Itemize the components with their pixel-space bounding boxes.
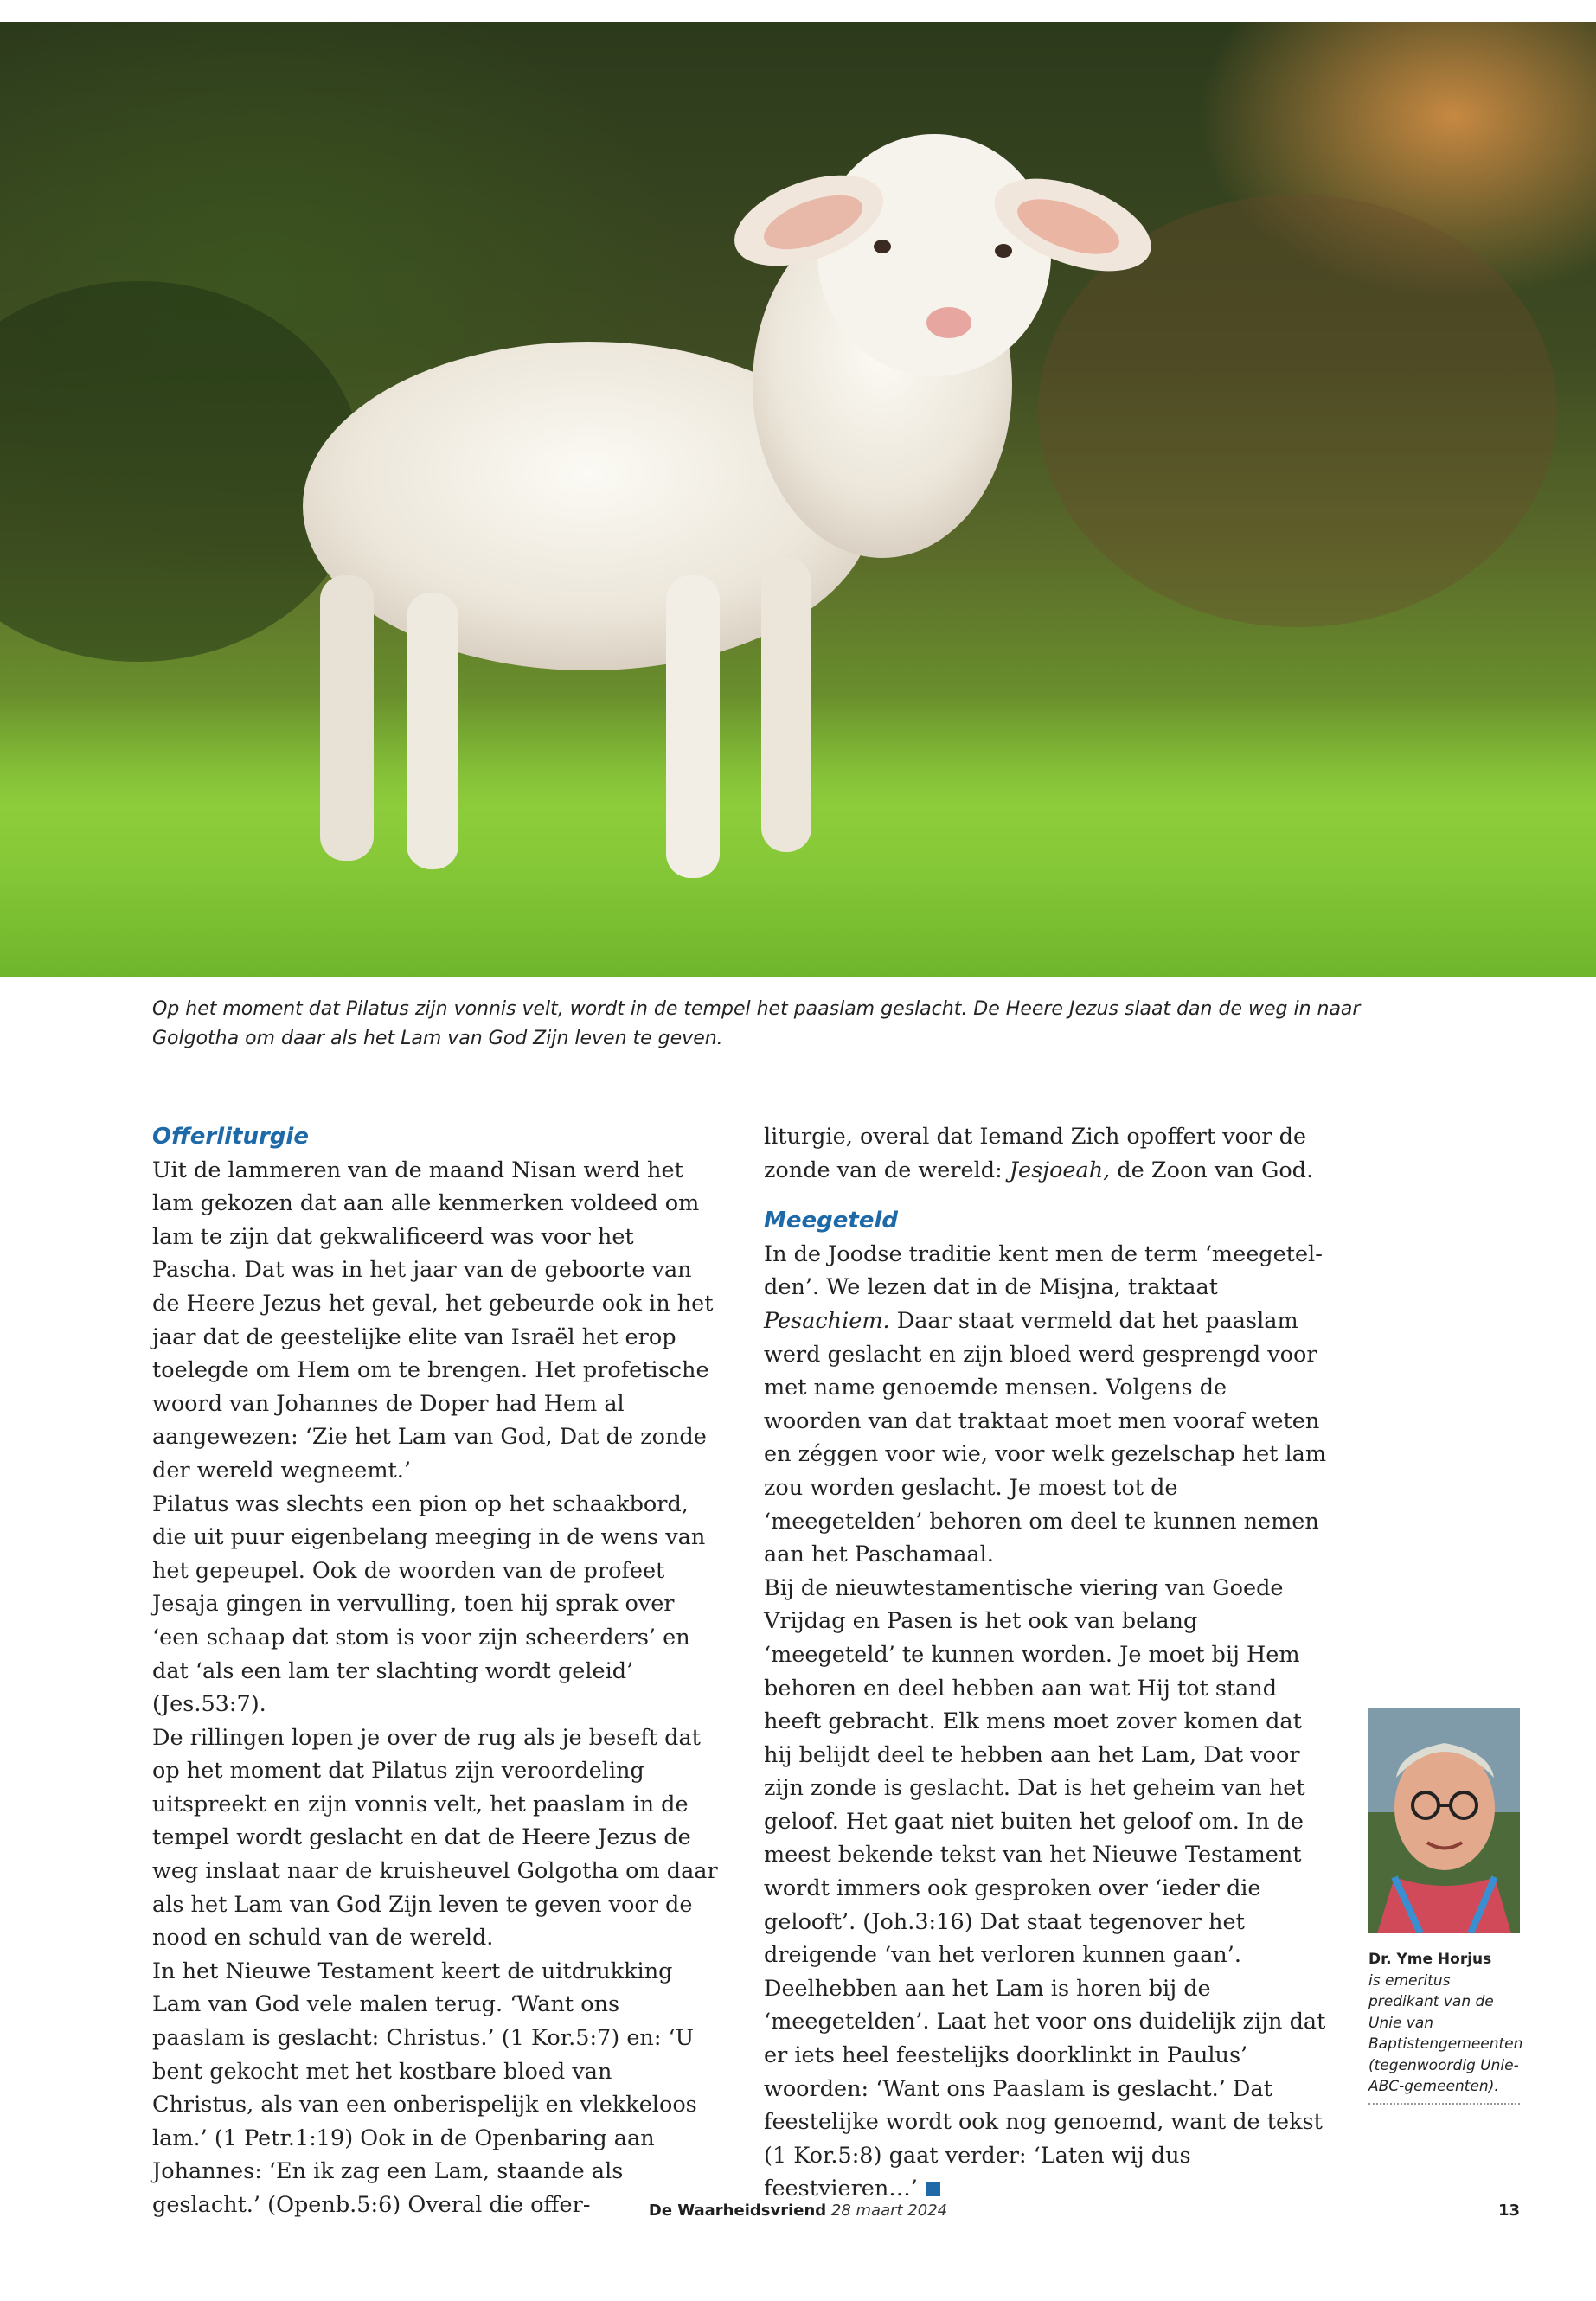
divider bbox=[1368, 2103, 1520, 2105]
paragraph: De rillingen lopen je over de rug als je beseft dat op het moment dat Pilatus zijn veroordeling uitspreekt en zijn vonnis velt, het paaslam in de tempel wordt geslacht en dat de Heere Jezus de weg inslaat naar de kruisheuvel Golgotha om daar als het Lam van God Zijn leven te geven voor de nood en schuld van de wereld. bbox=[152, 1724, 718, 1952]
section-heading-meegeteld: Meegeteld bbox=[764, 1208, 898, 1234]
author-portrait bbox=[1368, 1708, 1520, 1933]
author-name: Dr. Yme Horjus bbox=[1368, 1951, 1492, 1968]
author-bio: is emeritus predikant van de Unie van Baptistengemeenten (tegenwoordig Unie-ABC-gemeenten). bbox=[1368, 1971, 1523, 2095]
author-box bbox=[1368, 1949, 1523, 2105]
paragraph bbox=[764, 1238, 1330, 1572]
paragraph: Pilatus was slechts een pion op het schaakbord, die uit puur eigenbelang meeging in de wens van het gepeupel. Ook de woorden van de profeet Jesaja gingen in vervulling, toen hij sprak over ‘een schaap dat stom is voor zijn scheerders’ en dat ‘als een lam ter slachting wordt geleid’ (Jes.53:7). bbox=[152, 1490, 706, 1718]
right-column bbox=[764, 1120, 1330, 2206]
italic-term: Pesachiem. bbox=[764, 1307, 890, 1334]
page-number: 13 bbox=[1497, 2202, 1520, 2220]
text-run: liturgie, overal dat Iemand Zich opoffert voor de zonde van de wereld: bbox=[764, 1124, 1307, 1183]
hero-photo bbox=[0, 22, 1596, 977]
left-column bbox=[152, 1120, 719, 2222]
italic-term: Jesjoeah, bbox=[1009, 1157, 1111, 1183]
text-run: In de Joodse traditie kent men de term ‘meegetelden’. We lezen dat in de Misjna, traktaat bbox=[764, 1240, 1323, 1301]
photo-caption: Op het moment dat Pilatus zijn vonnis velt, wordt in de tempel het paaslam geslacht. De Heere Jezus slaat dan de weg in naar Golgotha om daar als het Lam van God Zijn leven te geven. bbox=[152, 998, 1361, 1049]
paragraph-continuation bbox=[764, 1120, 1330, 1187]
publication-name: De Waarheidsvriend bbox=[648, 2202, 827, 2220]
spacer bbox=[764, 1187, 1330, 1204]
text-run: Daar staat vermeld dat het paaslam werd geslacht en zijn bloed werd gesprengd voor met name genoemde mensen. Volgens de woorden van dat traktaat moet men vooraf weten en zéggen voor wie, voor welk gezelschap het lam zou worden geslacht. Je moest tot de ‘meegetelden’ behoren om deel te kunnen nemen aan het Paschamaal. bbox=[764, 1307, 1327, 1568]
section-heading-offerliturgie: Offerliturgie bbox=[152, 1124, 309, 1150]
text-run: Bij de nieuwtestamentische viering van Goede Vrijdag en Pasen is het ook van belang ‘meegeteld’ te kunnen worden. Je moet bij Hem behoren en deel hebben aan wat Hij tot stand heeft gebracht. Elk mens moet zover komen dat hij belijdt deel te hebben aan het Lam, Dat voor zijn zonde is geslacht. Dat is het geheim van het geloof. Het gaat niet buiten het geloof om. In de meest bekende tekst van het Nieuwe Testament wordt immers ook gesproken over ‘ieder die gelooft’. (Joh.3:16) Dat staat tegenover het dreigende ‘van het verloren kunnen gaan’. Deelhebben aan het Lam is horen bij de ‘meegetelden’. Laat het voor ons duidelijk zijn dat er iets heel feestelijks doorklinkt in Paulus’ woorden: ‘Want ons Paaslam is geslacht.’ Dat feestelijke wordt ook nog genoemd, want de tekst (1 Kor.5:8) gaat verder: ‘Laten wij dus feestvieren…’ bbox=[764, 1574, 1326, 2202]
lamb-illustration bbox=[0, 22, 1596, 977]
paragraph: Uit de lammeren van de maand Nisan werd het lam gekozen dat aan alle kenmerken voldeed om lam te zijn dat gekwalificeerd was voor het Pascha. Dat was in het jaar van de geboorte van de Heere Jezus het geval, het gebeurde ook in het jaar dat de geestelijke elite van Israël het erop toelegde om Hem om te brengen. Het profetische woord van Johannes de Doper had Hem al aangewezen: ‘Zie het Lam van God, Dat de zonde der wereld wegneemt.’ bbox=[152, 1157, 714, 1484]
text-run: de Zoon van God. bbox=[1110, 1157, 1314, 1183]
publication-date: 28 maart 2024 bbox=[830, 2202, 948, 2220]
paragraph: In het Nieuwe Testament keert de uitdrukking Lam van God vele malen terug. ‘Want ons paaslam is geslacht: Christus.’ (1 Kor.5:7) en: ‘U bent gekocht met het kostbare bloed van Christus, als van een onberispelijk en vlekkeloos lam.’ (1 Petr.1:19) Ook in de Openbaring aan Johannes: ‘En ik zag een Lam, staande als geslacht.’ (Openb.5:6) Overal die offer- bbox=[152, 1958, 697, 2218]
end-mark-icon bbox=[926, 2182, 940, 2196]
footer-publication-line bbox=[0, 2202, 1596, 2220]
author-photo bbox=[1368, 1708, 1520, 1933]
paragraph bbox=[764, 1572, 1330, 2206]
